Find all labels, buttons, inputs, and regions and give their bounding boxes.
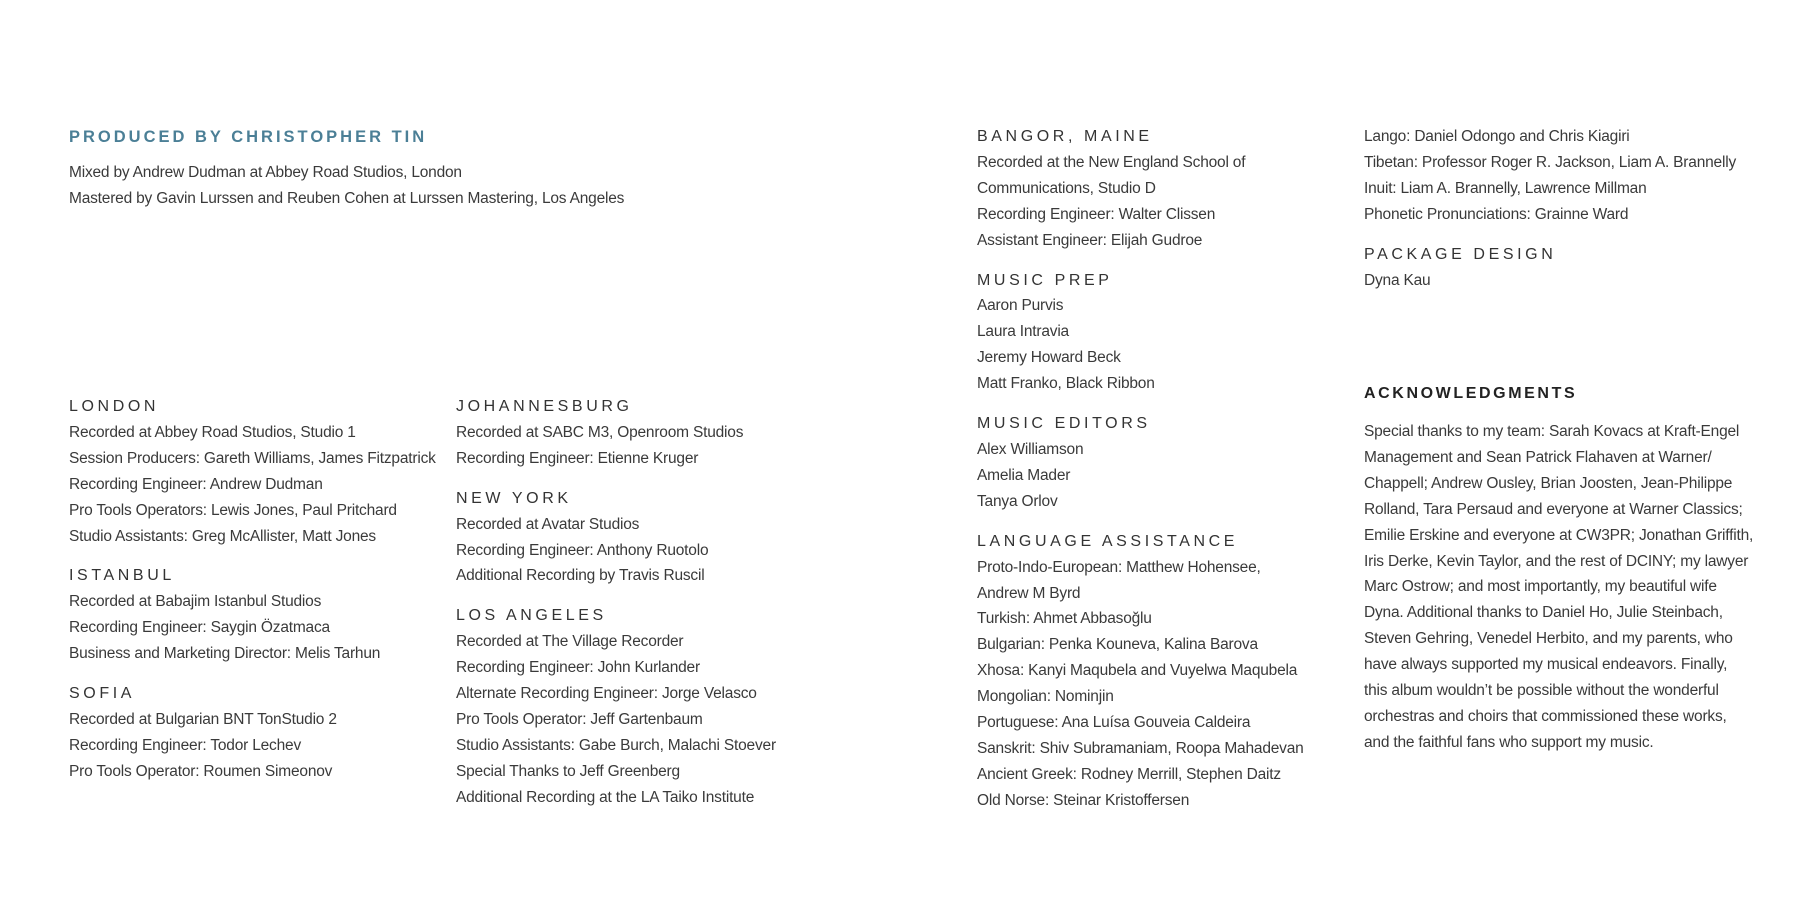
- ack-line: Rolland, Tara Persaud and everyone at Warner Classics;: [1364, 500, 1743, 518]
- credit-line: Amelia Mader: [977, 466, 1071, 484]
- musiceditors-heading: MUSIC EDITORS: [977, 415, 1151, 433]
- credit-line: Recorded at The Village Recorder: [456, 633, 684, 651]
- bangor-heading: BANGOR, MAINE: [977, 128, 1153, 145]
- credit-line: Recording Engineer: Saygin Özatmaca: [69, 619, 330, 637]
- acknowledgments-text: [1364, 419, 1754, 756]
- credit-line: Recording Engineer: Andrew Dudman: [69, 475, 323, 493]
- ack-line: Management and Sean Patrick Flahaven at Warner/: [1364, 448, 1712, 466]
- credit-line: Lango: Daniel Odongo and Chris Kiagiri: [1364, 128, 1630, 145]
- producer-credits: [69, 124, 624, 212]
- credit-line: Alternate Recording Engineer: Jorge Velasco: [456, 685, 757, 703]
- istanbul-section: [69, 563, 436, 667]
- credit-line: Recording Engineer: John Kurlander: [456, 659, 700, 677]
- credit-line: Jeremy Howard Beck: [977, 349, 1121, 367]
- acknowledgments-section: [1364, 381, 1754, 756]
- credit-line: Inuit: Liam A. Brannelly, Lawrence Millman: [1364, 179, 1647, 197]
- credit-line: Pro Tools Operator: Roumen Simeonov: [69, 762, 333, 780]
- ack-line: Special thanks to my team: Sarah Kovacs at Kraft-Engel: [1364, 423, 1740, 440]
- credit-line: Recording Engineer: Todor Lechev: [69, 736, 301, 754]
- sofia-section: [69, 681, 436, 785]
- johannesburg-section: [456, 394, 776, 472]
- bangor-section: [977, 124, 1304, 254]
- credit-line: Andrew M Byrd: [977, 584, 1081, 602]
- credit-line: Session Producers: Gareth Williams, James Fitzpatrick: [69, 449, 436, 467]
- johannesburg-heading: JOHANNESBURG: [456, 398, 633, 415]
- credit-line: Recorded at SABC M3, Openroom Studios: [456, 423, 744, 441]
- credit-line: Studio Assistants: Greg McAllister, Matt Jones: [69, 527, 376, 545]
- credits-column-3: [977, 124, 1304, 814]
- london-heading: LONDON: [69, 398, 160, 415]
- newyork-heading: NEW YORK: [456, 489, 572, 507]
- credits-column-1: [69, 394, 436, 785]
- credit-line: Old Norse: Steinar Kristoffersen: [977, 791, 1190, 809]
- language-continued-section: [1364, 124, 1736, 228]
- produced-by-title: PRODUCED BY CHRISTOPHER TIN: [69, 128, 428, 146]
- credit-line: Xhosa: Kanyi Maqubela and Vuyelwa Maqubela: [977, 662, 1298, 680]
- credit-line: Ancient Greek: Rodney Merrill, Stephen Daitz: [977, 765, 1281, 783]
- ack-line: orchestras and choirs that commissioned these works,: [1364, 707, 1727, 725]
- language-section: [977, 529, 1304, 814]
- musicprep-section: [977, 268, 1304, 398]
- ack-line: Emilie Erskine and everyone at CW3PR; Jonathan Griffith,: [1364, 526, 1754, 544]
- ack-line: this album wouldn’t be possible without the wonderful: [1364, 682, 1719, 700]
- acknowledgments-title: ACKNOWLEDGMENTS: [1364, 385, 1578, 402]
- ack-line: and the faithful fans who support my music.: [1364, 733, 1654, 751]
- credit-line: Tibetan: Professor Roger R. Jackson, Liam A. Brannelly: [1364, 153, 1736, 171]
- credits-column-4: [1364, 124, 1736, 293]
- newyork-section: [456, 486, 776, 590]
- credit-line: Business and Marketing Director: Melis Tarhun: [69, 645, 381, 663]
- musiceditors-section: [977, 411, 1304, 515]
- credit-line: Sanskrit: Shiv Subramaniam, Roopa Mahadevan: [977, 739, 1304, 757]
- credit-line: Recording Engineer: Anthony Ruotolo: [456, 541, 709, 559]
- credit-line: Proto-Indo-European: Matthew Hohensee,: [977, 558, 1261, 576]
- sofia-heading: SOFIA: [69, 685, 136, 703]
- credit-line: Communications, Studio D: [977, 179, 1156, 197]
- credit-line: Recorded at Avatar Studios: [456, 515, 640, 533]
- master-credit: Mastered by Gavin Lurssen and Reuben Cohen at Lurssen Mastering, Los Angeles: [69, 189, 625, 207]
- credit-line: Tanya Orlov: [977, 492, 1058, 510]
- ack-line: Steven Gehring, Venedel Herbito, and my parents, who: [1364, 630, 1733, 648]
- credit-line: Phonetic Pronunciations: Grainne Ward: [1364, 205, 1629, 223]
- losangeles-section: [456, 603, 776, 810]
- losangeles-heading: LOS ANGELES: [456, 607, 607, 625]
- credit-line: Special Thanks to Jeff Greenberg: [456, 762, 680, 780]
- ack-line: Marc Ostrow; and most importantly, my beautiful wife: [1364, 578, 1717, 596]
- credit-line: Recorded at the New England School of: [977, 153, 1246, 171]
- credit-line: Pro Tools Operator: Jeff Gartenbaum: [456, 710, 703, 728]
- credit-line: Laura Intravia: [977, 323, 1069, 341]
- credit-line: Turkish: Ahmet Abbasoğlu: [977, 610, 1152, 628]
- credit-line: Recorded at Babajim Istanbul Studios: [69, 593, 322, 611]
- musicprep-heading: MUSIC PREP: [977, 271, 1113, 289]
- ack-line: Chappell; Andrew Ousley, Brian Joosten, Jean-Philippe: [1364, 474, 1733, 492]
- credit-line: Recorded at Abbey Road Studios, Studio 1: [69, 423, 356, 441]
- credit-line: Alex Williamson: [977, 440, 1084, 458]
- credit-line: Dyna Kau: [1364, 271, 1431, 289]
- credit-line: Matt Franko, Black Ribbon: [977, 375, 1155, 393]
- credit-line: Recording Engineer: Etienne Kruger: [456, 449, 699, 467]
- ack-line: Iris Derke, Kevin Taylor, and the rest of DCINY; my lawyer: [1364, 552, 1749, 570]
- ack-line: have always supported my musical endeavors. Finally,: [1364, 656, 1728, 674]
- mix-credit: Mixed by Andrew Dudman at Abbey Road Studios, London: [69, 164, 462, 181]
- credit-line: Pro Tools Operators: Lewis Jones, Paul Pritchard: [69, 501, 397, 519]
- london-section: [69, 394, 436, 549]
- package-section: [1364, 242, 1736, 294]
- credits-column-2: [456, 394, 776, 811]
- credit-line: Additional Recording at the LA Taiko Institute: [456, 788, 755, 806]
- credit-line: Aaron Purvis: [977, 297, 1064, 315]
- credit-line: Studio Assistants: Gabe Burch, Malachi Stoever: [456, 736, 776, 754]
- credit-line: Recorded at Bulgarian BNT TonStudio 2: [69, 710, 337, 728]
- language-heading: LANGUAGE ASSISTANCE: [977, 532, 1239, 550]
- credit-line: Mongolian: Nominjin: [977, 688, 1114, 706]
- credit-line: Recording Engineer: Walter Clissen: [977, 205, 1216, 223]
- credit-line: Portuguese: Ana Luísa Gouveia Caldeira: [977, 714, 1251, 732]
- credit-line: Additional Recording by Travis Ruscil: [456, 567, 705, 585]
- credit-line: Bulgarian: Penka Kouneva, Kalina Barova: [977, 636, 1258, 654]
- credit-line: Assistant Engineer: Elijah Gudroe: [977, 231, 1203, 249]
- istanbul-heading: ISTANBUL: [69, 567, 175, 585]
- ack-line: Dyna. Additional thanks to Daniel Ho, Julie Steinbach,: [1364, 604, 1723, 622]
- package-heading: PACKAGE DESIGN: [1364, 245, 1557, 263]
